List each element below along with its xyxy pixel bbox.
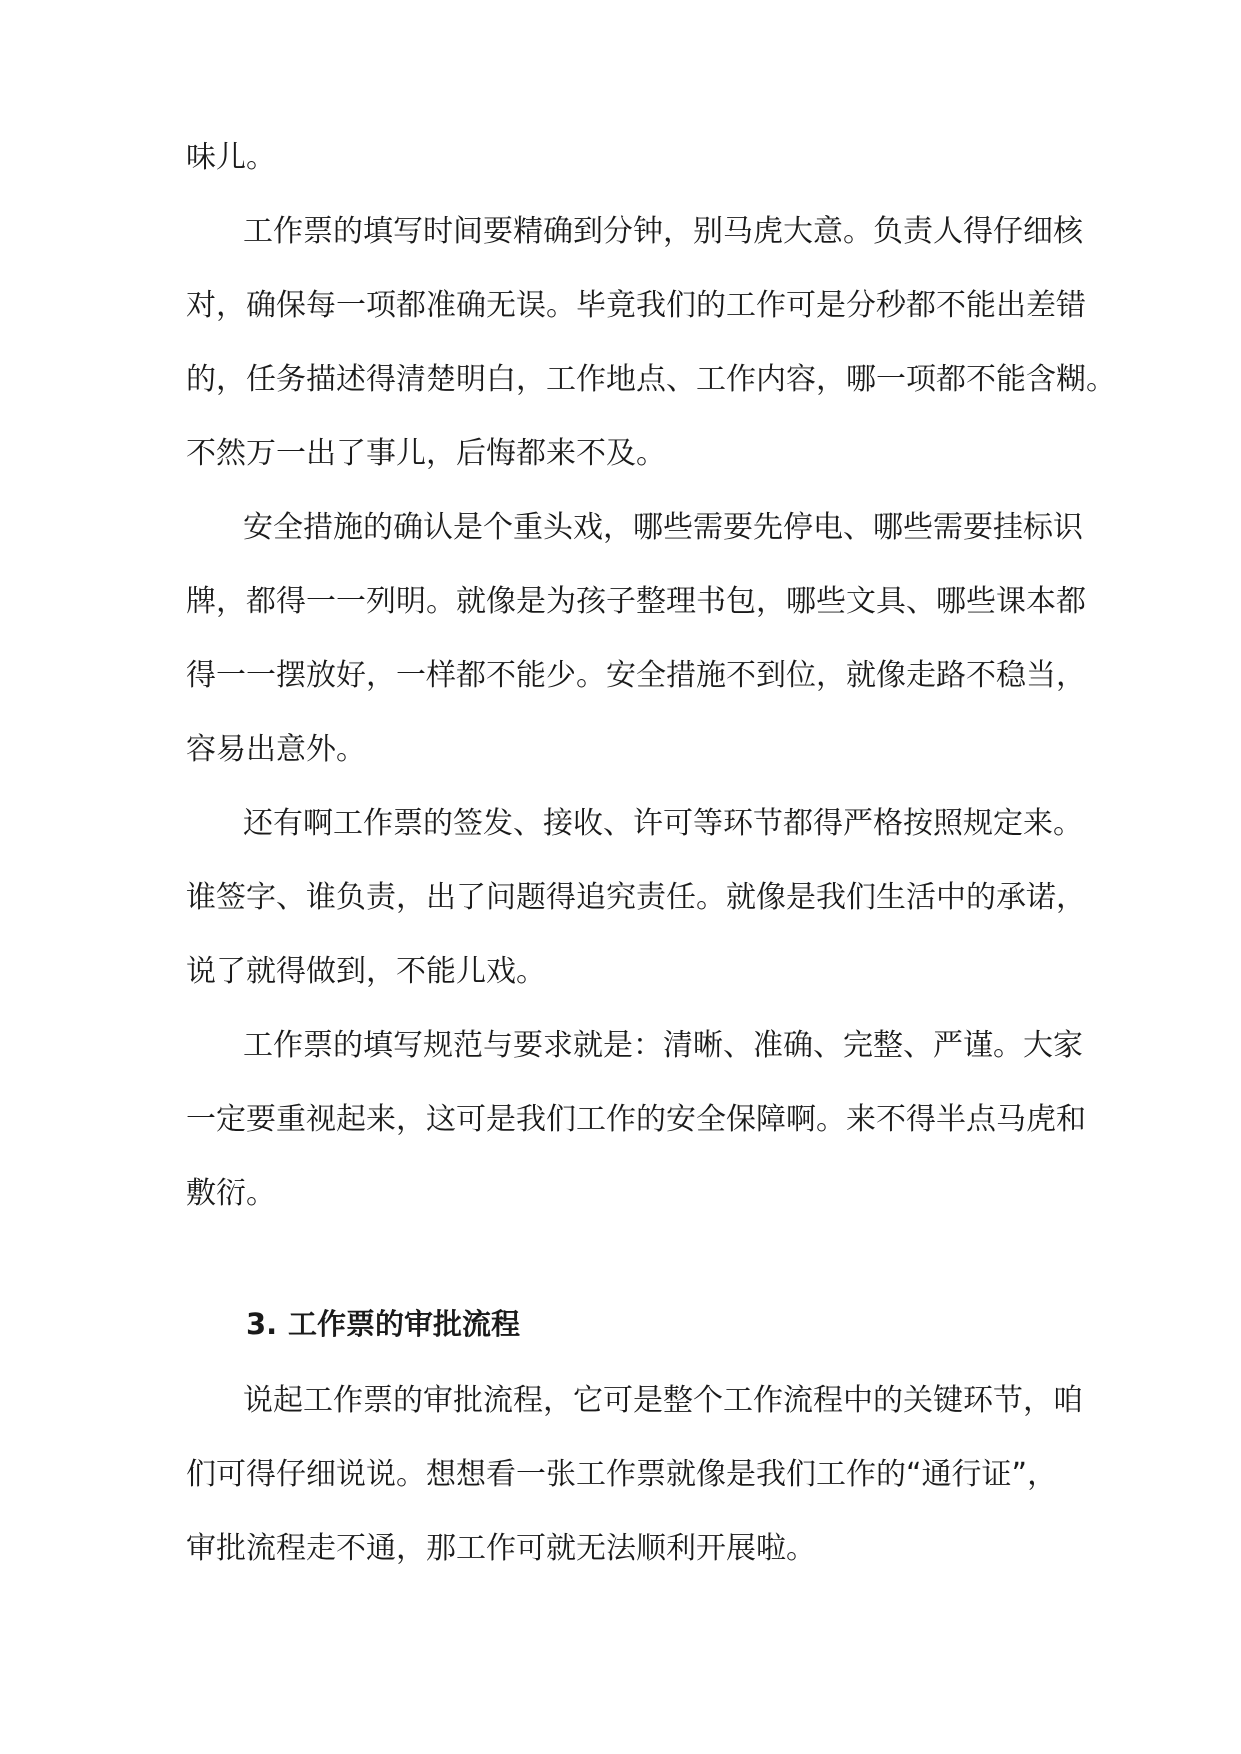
paragraph-line: 工作票的填写时间要精确到分钟，别马虎大意。负责人得仔细核 — [243, 214, 1083, 249]
paragraph-line: 容易出意外。 — [186, 732, 366, 767]
paragraph-line: 一定要重视起来，这可是我们工作的安全保障啊。来不得半点马虎和 — [186, 1102, 1086, 1137]
paragraph-line: 牌，都得一一列明。就像是为孩子整理书包，哪些文具、哪些课本都 — [186, 584, 1086, 619]
paragraph-line: 安全措施的确认是个重头戏，哪些需要先停电、哪些需要挂标识 — [243, 510, 1083, 545]
paragraph-line: 还有啊工作票的签发、接收、许可等环节都得严格按照规定来。 — [243, 806, 1083, 841]
section-number: 3. — [246, 1307, 278, 1341]
paragraph-line: 谁签字、谁负责，出了问题得追究责任。就像是我们生活中的承诺， — [186, 880, 1086, 915]
paragraph-line: 说起工作票的审批流程，它可是整个工作流程中的关键环节，咱 — [243, 1383, 1083, 1418]
paragraph-line: 的，任务描述得清楚明白，工作地点、工作内容，哪一项都不能含糊。 — [186, 362, 1116, 397]
paragraph-line: 不然万一出了事儿，后悔都来不及。 — [186, 436, 666, 471]
section-title: 工作票的审批流程 — [288, 1307, 521, 1341]
paragraph-line: 审批流程走不通，那工作可就无法顺利开展啦。 — [186, 1531, 816, 1566]
paragraph-line: 敷衍。 — [186, 1176, 276, 1211]
paragraph-line: 味儿。 — [186, 140, 276, 175]
paragraph-line: 工作票的填写规范与要求就是：清晰、准确、完整、严谨。大家 — [243, 1028, 1083, 1063]
paragraph-line: 对，确保每一项都准确无误。毕竟我们的工作可是分秒都不能出差错 — [186, 288, 1086, 323]
paragraph-line: 说了就得做到，不能儿戏。 — [186, 954, 546, 989]
paragraph-line: 们可得仔细说说。想想看一张工作票就像是我们工作的“通行证”， — [186, 1457, 1058, 1492]
paragraph-line: 得一一摆放好，一样都不能少。安全措施不到位，就像走路不稳当， — [186, 658, 1086, 693]
